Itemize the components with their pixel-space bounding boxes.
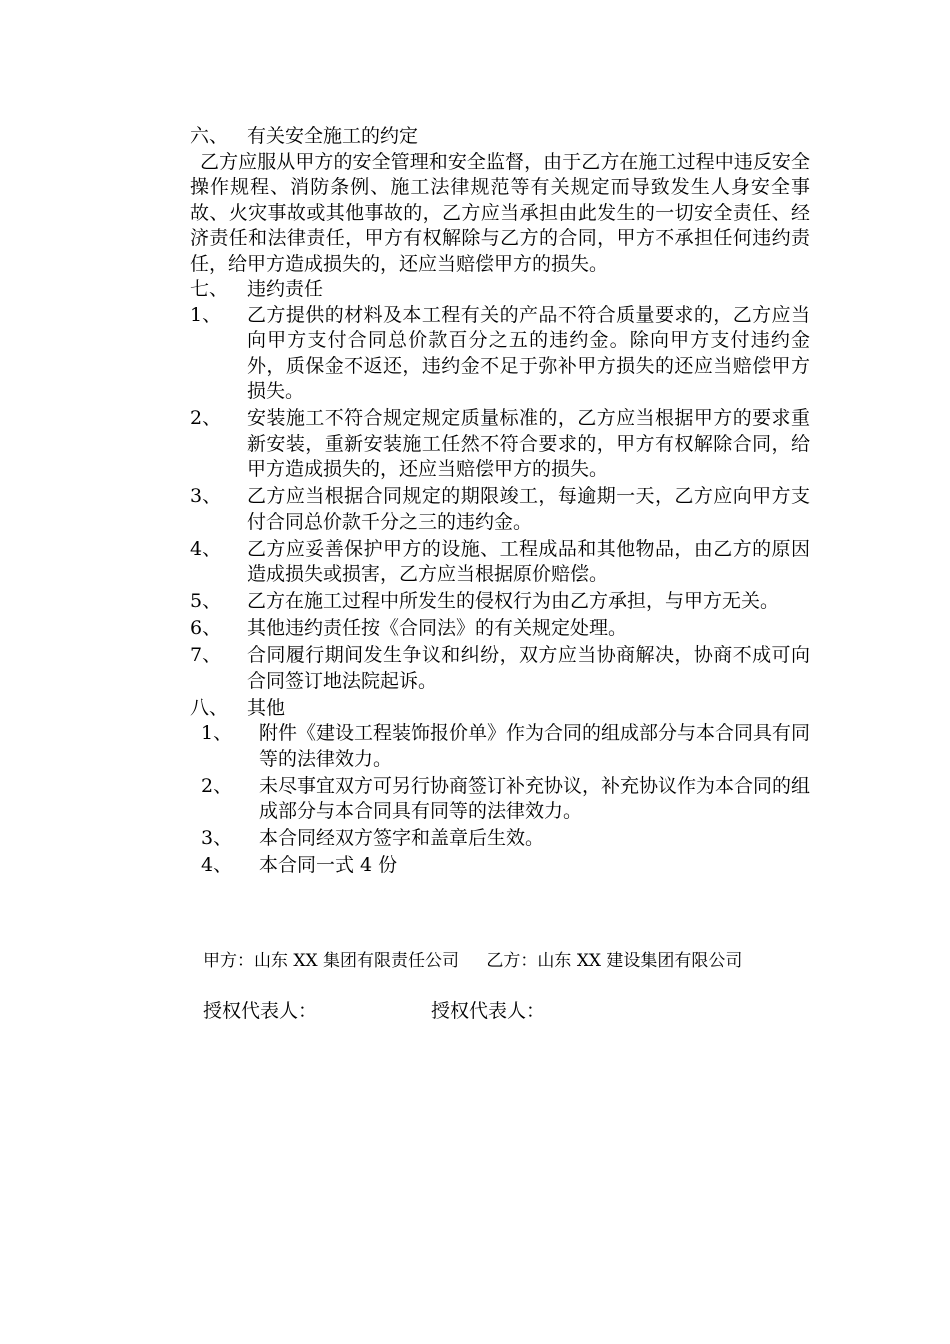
item-number: 3、 <box>190 485 222 507</box>
other-terms-list <box>190 721 810 879</box>
item-number: 1、 <box>201 722 233 744</box>
item-text: 乙方在施工过程中所发生的侵权行为由乙方承担，与甲方无关。 <box>247 590 780 612</box>
item-text: 本合同一式 4 份 <box>259 854 398 876</box>
item-text: 安装施工不符合规定规定质量标准的，乙方应当根据甲方的要求重新安装，重新安装施工任然不符合要求的，甲方有权解除合同，给甲方造成损失的，还应当赔偿甲方的损失。 <box>247 407 810 480</box>
list-item <box>190 774 810 825</box>
section-title: 违约责任 <box>247 278 324 300</box>
item-text: 乙方提供的材料及本工程有关的产品不符合质量要求的，乙方应当向甲方支付合同总价款百分之五的违约金。除向甲方支付违约金外，质保金不返还，违约金不足于弥补甲方损失的还应当赔偿甲方损失。 <box>247 303 810 402</box>
item-number: 4、 <box>190 537 222 560</box>
item-text: 乙方应当根据合同规定的期限竣工，每逾期一天，乙方应向甲方支付合同总价款千分之三的违约金。 <box>247 485 810 533</box>
party-signature-row <box>203 946 742 971</box>
item-number: 5、 <box>190 590 222 612</box>
breach-liability-list <box>190 303 810 695</box>
section-title: 有关安全施工的约定 <box>247 125 419 147</box>
item-number: 2、 <box>201 774 233 797</box>
party-b-name: 乙方：山东 XX 建设集团有限公司 <box>486 951 743 971</box>
section-eight-heading <box>190 696 810 722</box>
item-number: 3、 <box>201 827 233 849</box>
list-item <box>190 537 810 588</box>
list-item <box>190 826 810 852</box>
item-number: 1、 <box>190 303 222 326</box>
section-number: 七、 <box>190 278 229 300</box>
party-b-representative-label: 授权代表人： <box>431 1000 546 1022</box>
list-item <box>190 589 810 615</box>
list-item <box>190 643 810 694</box>
item-number: 6、 <box>190 617 222 639</box>
section-number: 六、 <box>190 125 229 147</box>
item-text: 合同履行期间发生争议和纠纷，双方应当协商解决，协商不成可向合同签订地法院起诉。 <box>247 644 810 692</box>
section-six-body: 乙方应服从甲方的安全管理和安全监督，由于乙方在施工过程中违反安全操作规程、消防条例、施工法律规范等有关规定而导致发生人身安全事故、火灾事故或其他事故的，乙方应当承担由此发生的一切安全责任、经济责任和法律责任，甲方有权解除与乙方的合同，甲方不承担任何违约责任，给甲方造成损失的，还应当赔偿甲方的损失。 <box>190 150 810 275</box>
item-number: 2、 <box>190 407 222 429</box>
party-a-name: 甲方：山东 XX 集团有限责任公司 <box>203 951 460 971</box>
section-six-heading <box>190 124 810 150</box>
item-text: 未尽事宜双方可另行协商签订补充协议，补充协议作为本合同的组成部分与本合同具有同等的法律效力。 <box>259 774 811 822</box>
list-item <box>190 406 810 483</box>
item-number: 4、 <box>201 854 233 876</box>
list-item <box>190 303 810 405</box>
item-text: 乙方应妥善保护甲方的设施、工程成品和其他物品，由乙方的原因造成损失或损害，乙方应当根据原价赔偿。 <box>247 537 810 585</box>
list-item <box>190 853 810 879</box>
list-item <box>190 721 810 772</box>
list-item <box>190 616 810 642</box>
section-number: 八、 <box>190 696 229 719</box>
list-item <box>190 484 810 535</box>
section-title: 其他 <box>247 696 286 719</box>
item-text: 本合同经双方签字和盖章后生效。 <box>259 827 545 849</box>
item-text: 其他违约责任按《合同法》的有关规定处理。 <box>247 617 628 639</box>
section-seven-heading <box>190 277 810 303</box>
contract-page <box>190 124 810 880</box>
item-number: 7、 <box>190 644 222 666</box>
item-text: 附件《建设工程装饰报价单》作为合同的组成部分与本合同具有同等的法律效力。 <box>259 722 811 770</box>
party-a-representative-label: 授权代表人： <box>203 1000 318 1022</box>
